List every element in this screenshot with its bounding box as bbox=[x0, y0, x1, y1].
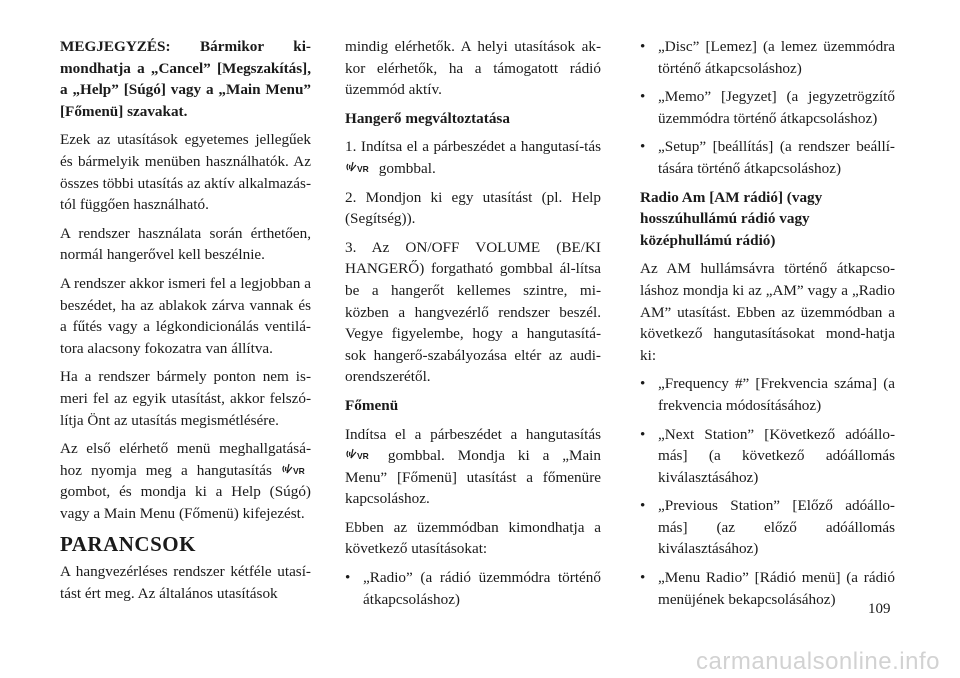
bullet: • bbox=[640, 88, 646, 106]
list-item bbox=[640, 373, 895, 416]
paragraph: mindig elérhetők. A helyi utasítások ak-kor elérhetők, ha a támogatott rádió üzemmód aktív. bbox=[345, 38, 601, 99]
command-list bbox=[640, 36, 895, 180]
subheading: Radio Am [AM rádió] (vagy hosszúhullámú rádió vagy középhullámú rádió) bbox=[640, 188, 823, 249]
command-list bbox=[345, 567, 601, 610]
svg-text:VR: VR bbox=[357, 451, 369, 462]
paragraph: Ha a rendszer bármely ponton nem is-meri fel az egyik utasítást, akkor felszó-lítja Önt az utasítás megismétlésére. bbox=[60, 368, 311, 429]
subheading: Hangerő megváltoztatása bbox=[345, 109, 510, 127]
list-item-text: „Next Station” [Következő adóállo-más] (a következő adóállomás kiválasztásához) bbox=[658, 425, 895, 486]
paragraph: A rendszer akkor ismeri fel a legjobban a beszédet, ha az ablakok zárva vannak és a fűtés vagy a légkondicionálás ventilá-tora alacsony fokozatra van állítva. bbox=[60, 274, 311, 357]
step-2: 2. Mondjon ki egy utasítást (pl. Help (Segítség)). bbox=[345, 188, 601, 228]
bullet: • bbox=[640, 497, 646, 515]
svg-text:VR: VR bbox=[293, 465, 305, 476]
text-fragment: gombot, és mondja ki a Help (Súgó) vagy a Main Menu (Főmenü) kifejezést. bbox=[60, 483, 311, 522]
text-fragment: Indítsa el a párbeszédet a hangutasítás bbox=[345, 425, 601, 443]
paragraph-with-icon bbox=[60, 438, 311, 524]
list-item bbox=[640, 424, 895, 489]
column-right bbox=[640, 36, 895, 617]
paragraph: A rendszer használata során érthetően, normál hangerővel kell beszélnie. bbox=[60, 224, 311, 264]
voice-command-icon bbox=[345, 159, 375, 175]
step-3: 3. Az ON/OFF VOLUME (BE/KI HANGERŐ) forgatható gombbal ál-lítsa be a hangerőt kellemes szintre, mi-közben a hangvezérlő rendszer beszél. Vegye figyelembe, hogy a hangutasítá-sok hangerő-szabályozása eltér az audi-orendszerétől. bbox=[345, 238, 601, 386]
paragraph: Ezek az utasítások egyetemes jellegűek és bármelyik menüben használhatók. Az összes többi utasítás az aktív alkalmazás-tól függően használható. bbox=[60, 131, 311, 214]
list-item-text: „Previous Station” [Előző adóállo-más] (az előző adóállomás kiválasztásához) bbox=[658, 497, 895, 558]
text-fragment: Az első elérhető menü meghallgatásá-hoz nyomja meg a hangutasítás bbox=[60, 440, 311, 479]
list-item bbox=[640, 36, 895, 79]
paragraph: Az AM hullámsávra történő átkapcso-láshoz mondja ki az „AM” vagy a „Radio AM” utasítást. Ebben az üzemmódban a következő hangutasításokat mond-hatja ki: bbox=[640, 260, 895, 364]
list-item bbox=[640, 86, 895, 129]
voice-command-icon bbox=[281, 461, 311, 477]
paragraph-with-icon bbox=[345, 424, 601, 510]
list-item bbox=[345, 567, 601, 610]
bullet: • bbox=[640, 375, 646, 393]
text-fragment: gombbal. bbox=[378, 159, 436, 177]
text-fragment: 1. Indítsa el a párbeszédet a hangutasí-tás bbox=[345, 138, 601, 156]
subheading: Főmenü bbox=[345, 396, 399, 414]
list-item-text: „Setup” [beállítás] (a rendszer beállí-tására történő átkapcsoláshoz) bbox=[658, 138, 895, 177]
list-item-text: „Menu Radio” [Rádió menü] (a rádió menüjének bekapcsolásához) bbox=[658, 569, 895, 608]
list-item-text: „Frequency #” [Frekvencia száma] (a frekvencia módosításához) bbox=[658, 375, 895, 414]
voice-command-icon bbox=[345, 446, 375, 462]
page-number: 109 bbox=[868, 601, 891, 617]
list-item-text: „Radio” (a rádió üzemmódra történő átkapcsoláshoz) bbox=[363, 569, 601, 608]
section-heading: PARANCSOK bbox=[60, 532, 196, 557]
list-item bbox=[640, 136, 895, 179]
command-list bbox=[640, 373, 895, 610]
paragraph: A hangvezérléses rendszer kétféle utasí-tást ért meg. Az általános utasítások bbox=[60, 563, 311, 603]
column-middle bbox=[345, 36, 601, 617]
list-item-text: „Memo” [Jegyzet] (a jegyzetrögzítő üzemmódra történő átkapcsoláshoz) bbox=[658, 88, 895, 127]
paragraph: Ebben az üzemmódban kimondhatja a következő utasításokat: bbox=[345, 518, 601, 558]
note-paragraph: MEGJEGYZÉS: Bármikor ki-mondhatja a „Cancel” [Megszakítás], a „Help” [Súgó] vagy a „Main Menu” [Főmenü] szavakat. bbox=[60, 38, 311, 120]
bullet: • bbox=[640, 425, 646, 443]
column-left bbox=[60, 36, 311, 612]
bullet: • bbox=[640, 38, 646, 55]
bullet: • bbox=[640, 138, 646, 156]
watermark: carmanualsonline.info bbox=[696, 648, 940, 675]
step-1 bbox=[345, 136, 601, 179]
svg-text:VR: VR bbox=[357, 163, 369, 174]
list-item bbox=[640, 567, 895, 610]
list-item bbox=[640, 495, 895, 560]
bullet: • bbox=[640, 569, 646, 587]
list-item-text: „Disc” [Lemez] (a lemez üzemmódra történő átkapcsoláshoz) bbox=[658, 38, 895, 77]
text-fragment: gombbal. Mondja ki a „Main Menu” [Főmenü] utasítást a főmenüre kapcsoláshoz. bbox=[345, 447, 601, 508]
bullet: • bbox=[345, 569, 351, 587]
